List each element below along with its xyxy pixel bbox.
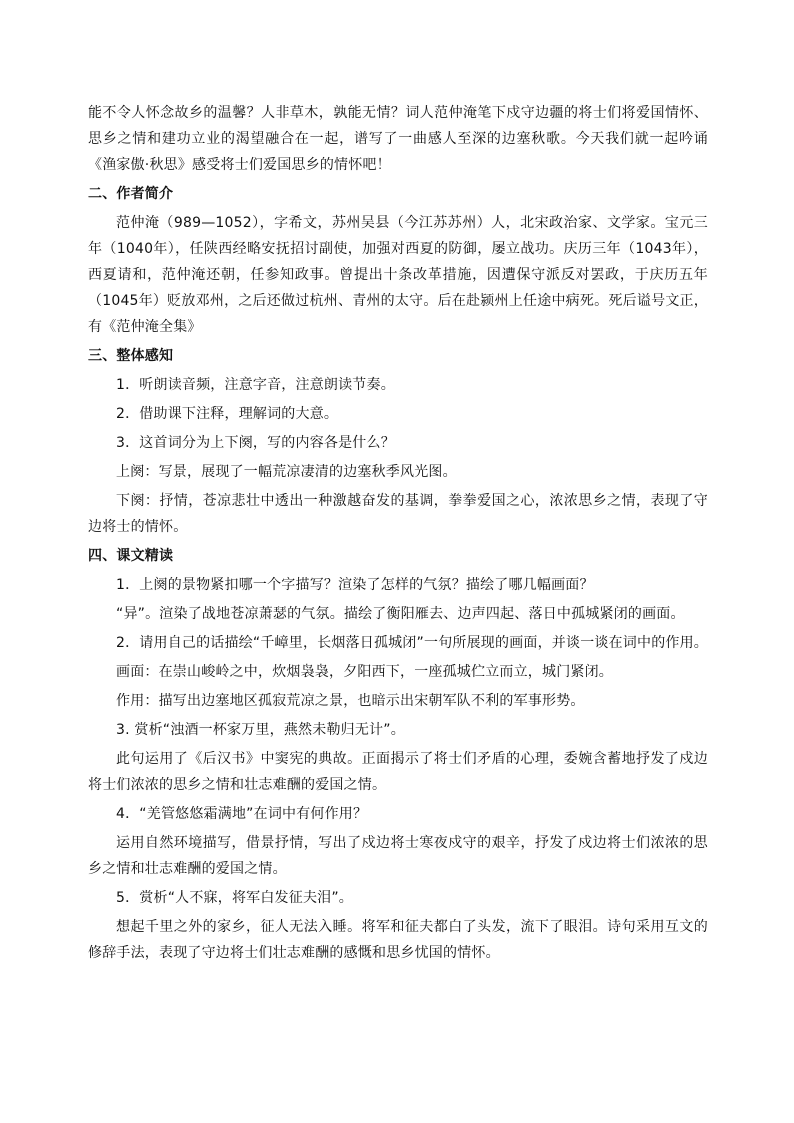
overall-item-3: 3．这首词分为上下阕，写的内容各是什么？ [116,435,395,451]
author-paragraph: 范仲淹（989—1052），字希文，苏州吴县（今江苏苏州）人，北宋政治家、文学家。宝元三年（1040年），任陕西经略安抚招讨副使，加强对西夏的防御，屡立战功。庆历三年（1043年），西夏请和，范仲淹还朝，任参知政事。曾提出十条改革措施，因遭保守派反对罢政，于庆历五年（1045年）贬放邓州，之后还做过杭州、青州的太守。后在赴颍州上任途中病死。死后谥号文正，有《范仲淹全集》 [88,215,708,335]
overall-upper-answer: 上阕：写景，展现了一幅荒凉凄清的边塞秋季风光图。 [116,464,457,480]
reading-answer-2-effect: 作用：描写出边塞地区孤寂荒凉之景，也暗示出宋朝军队不利的军事形势。 [116,693,585,709]
reading-answer-4: 运用自然环境描写，借景抒情，写出了戍边将士寒夜戍守的艰辛，抒发了戍边将士们浓浓的思乡之情和壮志难酬的爱国之情。 [88,835,708,877]
section-heading-overall: 三、整体感知 [88,348,174,364]
reading-answer-1: “异”。渲染了战地苍凉萧瑟的气氛。描绘了衡阳雁去、边声四起、落日中孤城紧闭的画面。 [116,606,685,622]
reading-answer-2-scene: 画面：在崇山峻岭之中，炊烟袅袅，夕阳西下，一座孤城伫立而立，城门紧闭。 [116,664,613,680]
section-heading-reading: 四、课文精读 [88,548,174,564]
reading-question-3: 3. 赏析“浊酒一杯家万里，燕然未勒归无计”。 [116,722,405,738]
overall-item-1: 1．听朗读音频，注意字音，注意朗读节奏。 [116,377,395,393]
overall-lower-answer: 下阕：抒情，苍凉悲壮中透出一种激越奋发的基调，拳拳爱国之心，浓浓思乡之情，表现了守边将士的情怀。 [88,493,708,535]
overall-item-2: 2．借助课下注释，理解词的大意。 [116,406,339,422]
reading-question-1: 1．上阕的景物紧扣哪一个字描写？渲染了怎样的气氛？描绘了哪几幅画面？ [116,577,594,593]
reading-answer-5: 想起千里之外的家乡，征人无法入睡。将军和征夫都白了头发，流下了眼泪。诗句采用互文的修辞手法，表现了守边将士们壮志难酬的感慨和思乡忧国的情怀。 [88,919,708,961]
reading-question-5: 5．赏析“人不寐，将军白发征夫泪”。 [116,890,354,906]
intro-paragraph: 能不令人怀念故乡的温馨？人非草木，孰能无情？词人范仲淹笔下戍守边疆的将士们将爱国情怀、思乡之情和建功立业的渴望融合在一起，谱写了一曲感人至深的边塞秋歌。今天我们就一起吟诵《渔家傲·秋思》感受将士们爱国思乡的情怀吧！ [88,105,708,173]
reading-answer-3: 此句运用了《后汉书》中窦宪的典故。正面揭示了将士们矛盾的心理，委婉含蓄地抒发了戍边将士们浓浓的思乡之情和壮志难酬的爱国之情。 [88,751,708,793]
document-body [88,100,708,969]
reading-question-4: 4．“羌管悠悠霜满地”在词中有何作用？ [116,806,368,822]
section-heading-author: 二、作者简介 [88,186,174,202]
reading-question-2: 2．请用自己的话描绘“千嶂里，长烟落日孤城闭”一句所展现的画面，并谈一谈在词中的作用。 [116,635,709,651]
